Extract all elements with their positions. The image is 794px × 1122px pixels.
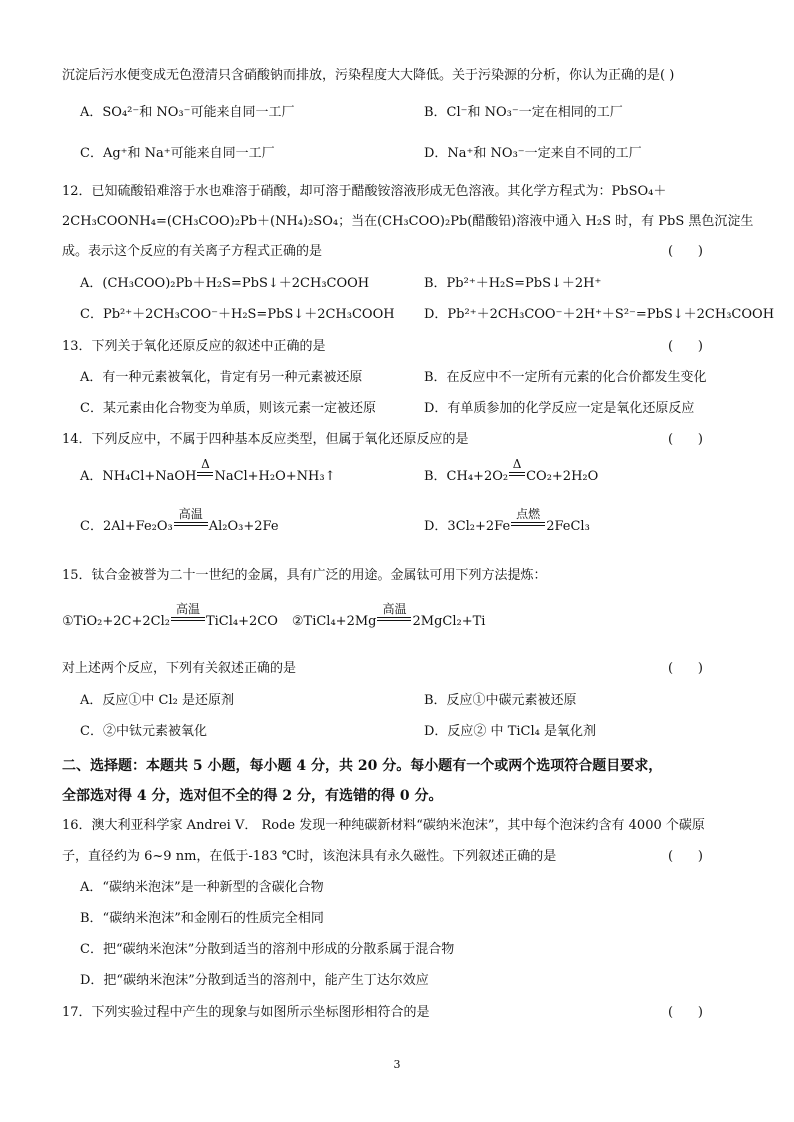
q15-option-a: A．反应①中 Cl₂ 是还原剂 <box>80 693 234 708</box>
equals-sign-icon <box>511 522 545 526</box>
q14-b-condition <box>509 457 525 480</box>
page-number: 3 <box>393 1058 401 1071</box>
q14-option-d <box>424 507 590 535</box>
q14-option-b <box>424 457 599 485</box>
q14-b-condition-label: Δ <box>512 457 522 471</box>
section2-heading-line1: 二、选择题：本题共 5 小题，每小题 4 分，共 20 分。每小题有一个或两个选项符合题目要求， <box>62 758 663 774</box>
q15-ask: 对上述两个反应，下列有关叙述正确的是 <box>62 661 297 676</box>
q14-answer-paren: ( ) <box>668 432 703 447</box>
q14-a-reactants: A．NH₄Cl+NaOH <box>80 469 197 484</box>
q14-b-reactants: B．CH₄+2O₂ <box>424 469 509 484</box>
q11-option-b: B．Cl⁻和 NO₃⁻一定在相同的工厂 <box>424 105 623 120</box>
q14-d-condition-label: 点燃 <box>516 507 541 521</box>
q15-r1-products: TiCl₄+2CO <box>205 614 278 629</box>
q14-c-reactants: C．2Al+Fe₂O₃ <box>80 519 173 534</box>
q13-option-b: B．在反应中不一定所有元素的化合价都发生变化 <box>424 370 707 385</box>
q15-r2-condition-label: 高温 <box>382 602 407 616</box>
q14-b-products: CO₂+2H₂O <box>526 469 599 484</box>
q11-option-a: A．SO₄²⁻和 NO₃⁻可能来自同一工厂 <box>80 105 295 120</box>
q14-d-reactants: D．3Cl₂+2Fe <box>424 519 511 534</box>
equals-sign-icon <box>197 472 213 476</box>
q13-stem: 13．下列关于氧化还原反应的叙述中正确的是 <box>62 339 326 354</box>
q13-option-a: A．有一种元素被氧化，肯定有另一种元素被还原 <box>80 370 363 385</box>
q14-d-condition <box>511 507 545 530</box>
q11-option-d: D．Na⁺和 NO₃⁻一定来自不同的工厂 <box>424 146 642 161</box>
q12-answer-paren: ( ) <box>668 244 703 259</box>
q13-answer-paren: ( ) <box>668 339 703 354</box>
equals-sign-icon <box>171 617 205 621</box>
q16-stem-line2: 子，直径约为 6~9 nm，在低于-183 ℃时，该泡沫具有永久磁性。下列叙述正确的是 <box>62 849 557 864</box>
q16-stem-line1: 16．澳大利亚科学家 Andrei V． Rode 发现一种纯碳新材料“碳纳米泡沫”，其中每个泡沫约含有 4000 个碳原 <box>62 818 705 833</box>
q15-option-c: C．②中钛元素被氧化 <box>80 724 207 739</box>
q15-answer-paren: ( ) <box>668 661 703 676</box>
q15-r1-reactants: ①TiO₂+2C+2Cl₂ <box>62 614 170 629</box>
q13-option-c: C．某元素由化合物变为单质，则该元素一定被还原 <box>80 401 376 416</box>
q15-stem: 15．钛合金被誉为二十一世纪的金属，具有广泛的用途。金属钛可用下列方法提炼： <box>62 568 547 583</box>
q14-c-products: Al₂O₃+2Fe <box>208 519 279 534</box>
q16-option-c: C．把“碳纳米泡沫”分散到适当的溶剂中形成的分散系属于混合物 <box>80 942 455 957</box>
q14-a-products: NaCl+H₂O+NH₃↑ <box>214 469 336 484</box>
q15-r1-condition-label: 高温 <box>175 602 200 616</box>
q13-option-d: D．有单质参加的化学反应一定是氧化还原反应 <box>424 401 695 416</box>
q12-stem-line3: 成。表示这个反应的有关离子方程式正确的是 <box>62 244 323 259</box>
q12-option-c: C．Pb²⁺＋2CH₃COO⁻＋H₂S=PbS↓＋2CH₃COOH <box>80 307 395 322</box>
q16-answer-paren: ( ) <box>668 849 703 864</box>
q14-d-products: 2FeCl₃ <box>546 519 590 534</box>
q11-option-c: C．Ag⁺和 Na⁺可能来自同一工厂 <box>80 146 275 161</box>
q15-reactions <box>62 602 486 630</box>
equals-sign-icon <box>509 472 525 476</box>
q17-stem: 17．下列实验过程中产生的现象与如图所示坐标图形相符合的是 <box>62 1005 430 1020</box>
q12-option-b: B．Pb²⁺＋H₂S=PbS↓＋2H⁺ <box>424 276 602 291</box>
q15-r2-products: 2MgCl₂+Ti <box>412 614 486 629</box>
q16-option-a: A．“碳纳米泡沫”是一种新型的含碳化合物 <box>80 880 324 895</box>
q14-stem: 14．下列反应中，不属于四种基本反应类型，但属于氧化还原反应的是 <box>62 432 469 447</box>
q15-r2-condition <box>377 602 411 625</box>
q16-option-d: D．把“碳纳米泡沫”分散到适当的溶剂中，能产生丁达尔效应 <box>80 973 429 988</box>
q12-option-a: A．(CH₃COO)₂Pb＋H₂S=PbS↓＋2CH₃COOH <box>80 276 370 291</box>
equals-sign-icon <box>174 522 208 526</box>
q15-option-d: D．反应② 中 TiCl₄ 是氧化剂 <box>424 724 596 739</box>
q12-option-d: D．Pb²⁺＋2CH₃COO⁻＋2H⁺＋S²⁻=PbS↓＋2CH₃COOH <box>424 307 775 322</box>
q12-stem-line2: 2CH₃COONH₄=(CH₃COO)₂Pb＋(NH₄)₂SO₄；当在(CH₃COO)₂Pb(醋酸铅)溶液中通入 H₂S 时，有 PbS 黑色沉淀生 <box>62 214 754 229</box>
q14-option-a <box>80 457 336 485</box>
q16-option-b: B．“碳纳米泡沫”和金刚石的性质完全相同 <box>80 911 324 926</box>
q14-c-condition-label: 高温 <box>178 507 203 521</box>
section2-heading-line2: 全部选对得 4 分，选对但不全的得 2 分，有选错的得 0 分。 <box>62 788 443 804</box>
q14-a-condition-label: Δ <box>201 457 210 471</box>
q15-option-b: B．反应①中碳元素被还原 <box>424 693 577 708</box>
equals-sign-icon <box>377 617 411 621</box>
q12-stem-line1: 12．已知硫酸铅难溶于水也难溶于硝酸，却可溶于醋酸铵溶液形成无色溶液。其化学方程式为：PbSO₄＋ <box>62 184 667 199</box>
q15-r1-condition <box>171 602 205 625</box>
q14-option-c <box>80 507 279 535</box>
q17-answer-paren: ( ) <box>668 1005 703 1020</box>
intro-line: 沉淀后污水便变成无色澄清只含硝酸钠而排放，污染程度大大降低。关于污染源的分析，你认为正确的是( ) <box>62 68 675 83</box>
q14-a-condition <box>197 457 213 480</box>
q15-r2-reactants: ②TiCl₄+2Mg <box>291 614 377 629</box>
q14-c-condition <box>174 507 208 530</box>
